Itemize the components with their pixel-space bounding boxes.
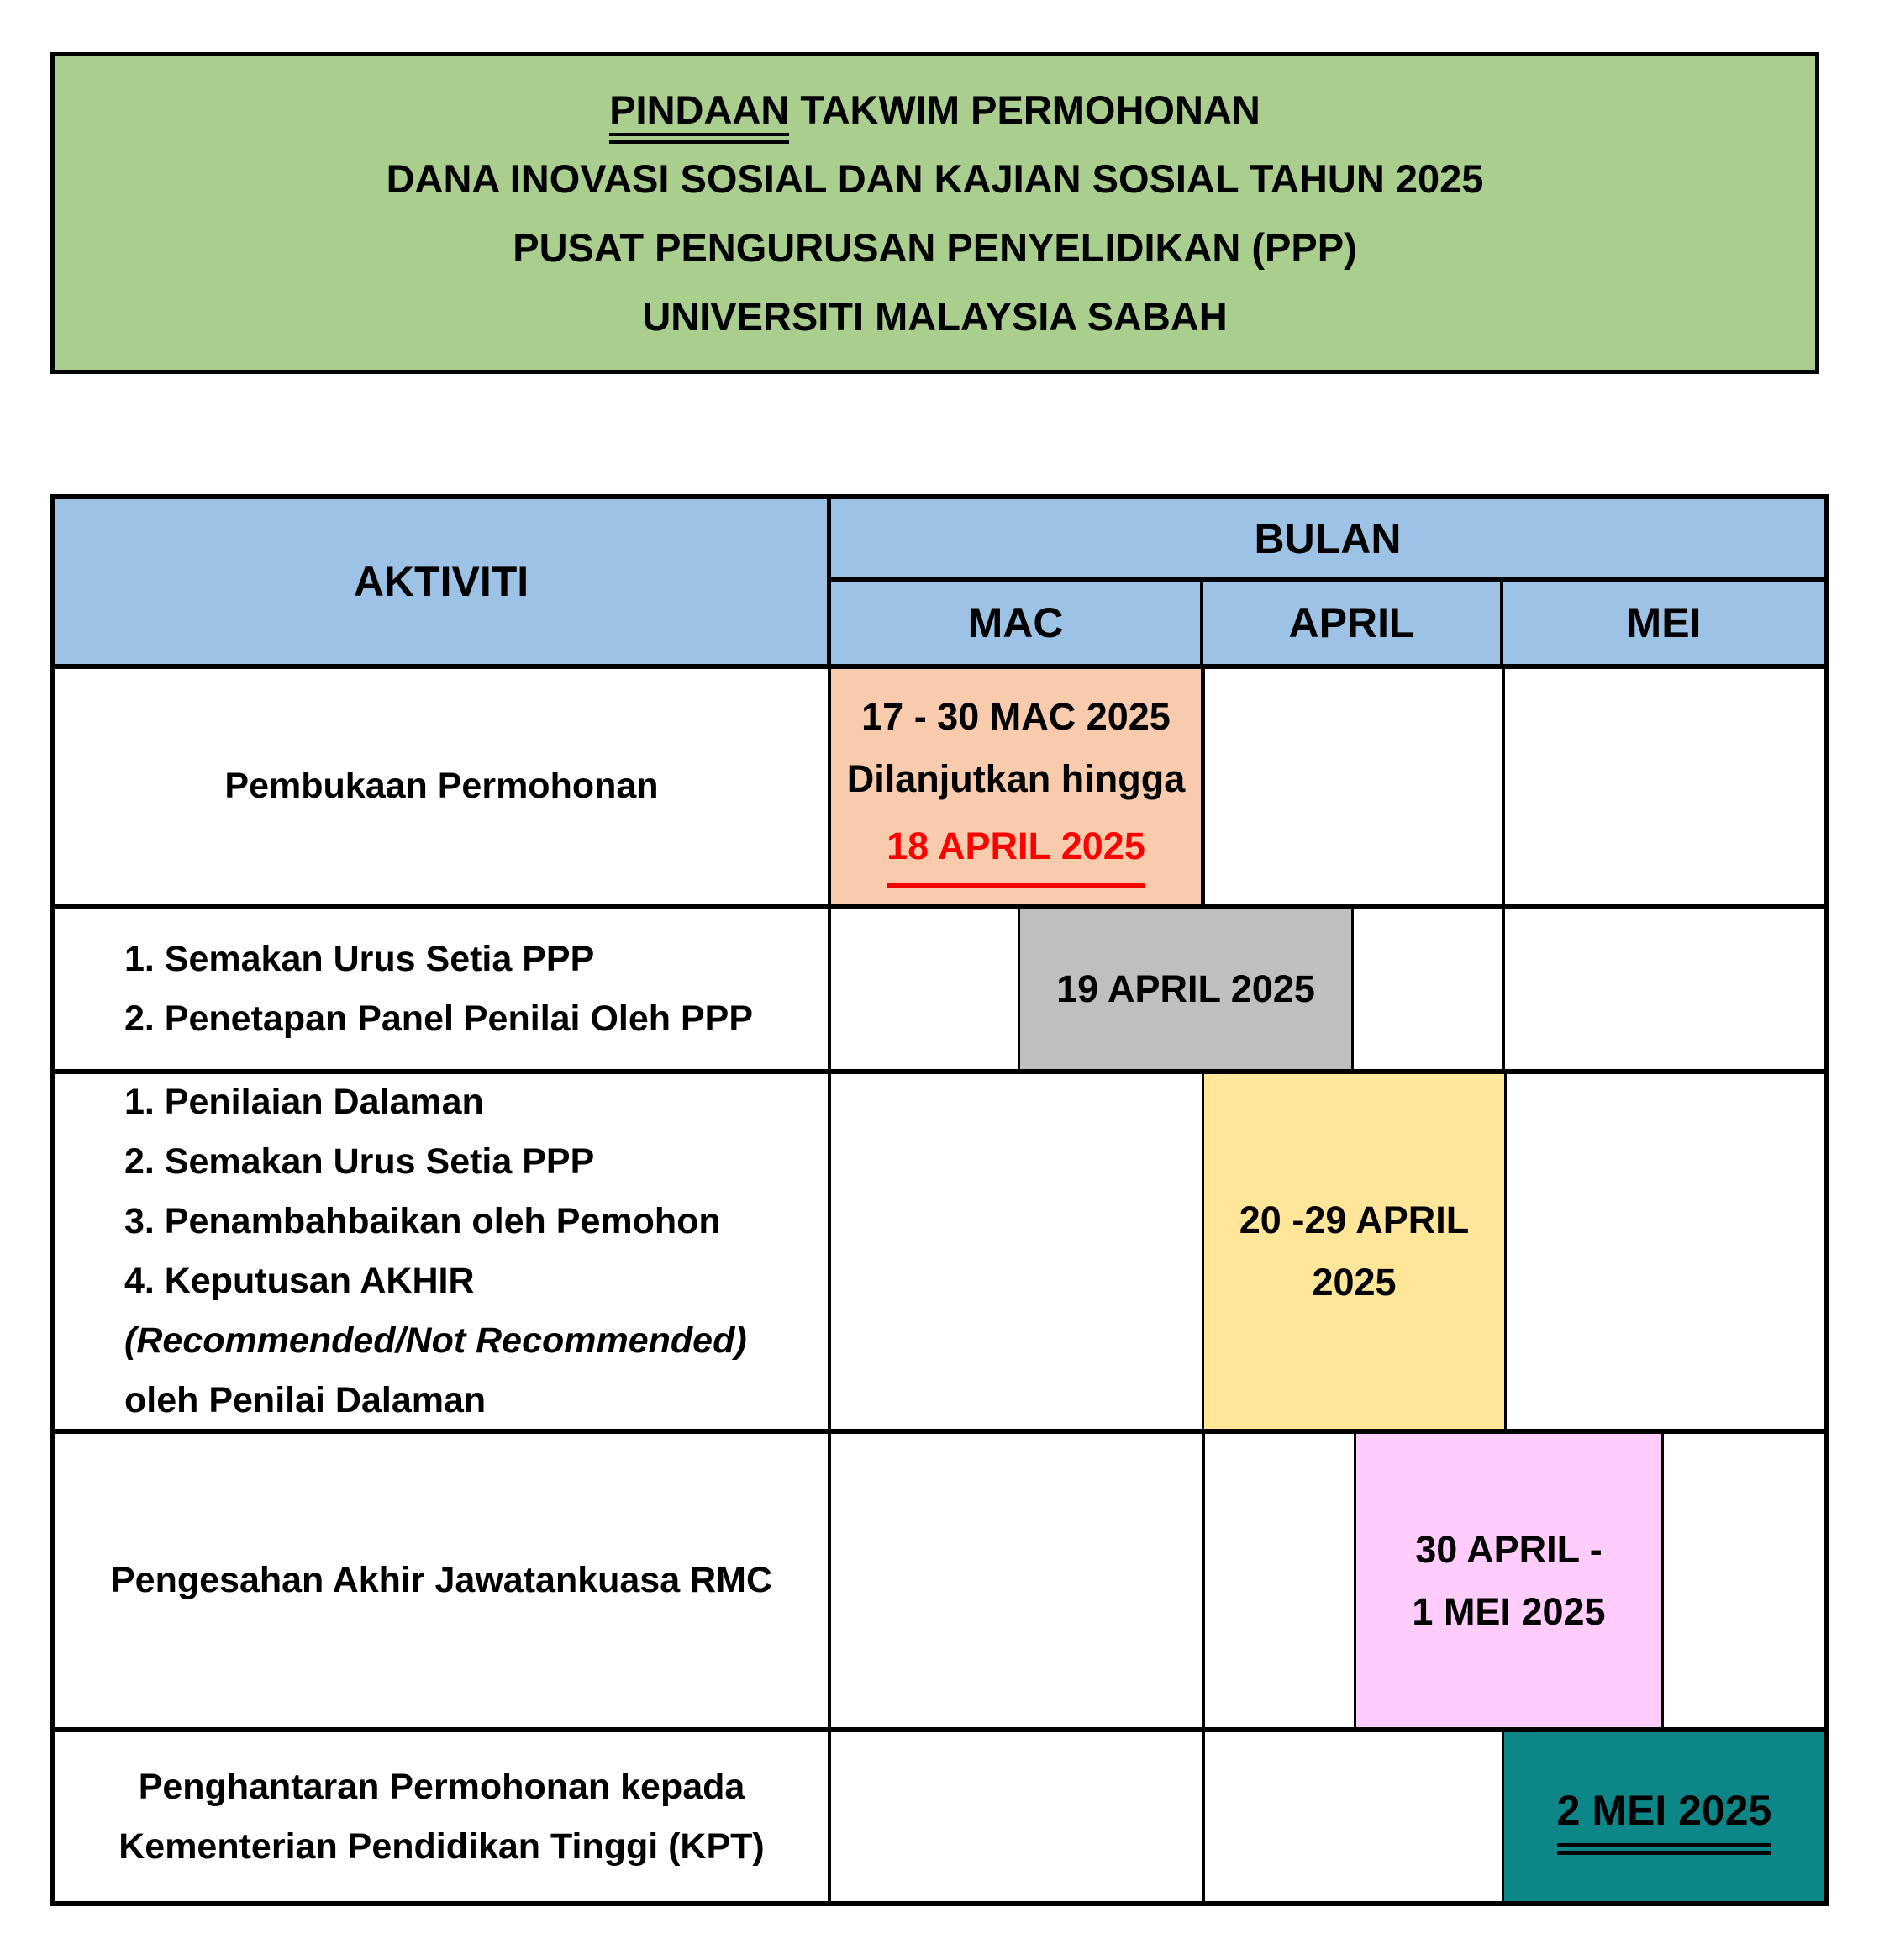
title-line-3: PUSAT PENGURUSAN PENYELIDIKAN (PPP) [513,224,1357,270]
timeline-cell-row5 [831,1732,1824,1901]
column-divider-mac-april [1202,1732,1205,1901]
title-underlined-word: PINDAAN [609,87,789,144]
gantt-bar-row2 [1018,909,1354,1069]
activity-line: Kementerian Pendidikan Tinggi (KPT) [118,1826,765,1867]
bar-date-line: 30 APRIL - [1415,1527,1602,1571]
timeline-cell-row2 [831,909,1824,1074]
bar-date-line: 2025 [1312,1261,1397,1304]
header-cell-mei: MEI [1503,582,1824,669]
activity-line: 2. Penetapan Panel Penilai Oleh PPP [124,998,754,1039]
activity-cell-row4 [55,1434,831,1732]
bar-highlight-date: 2 MEI 2025 [1557,1779,1772,1855]
activity-line: 1. Semakan Urus Setia PPP [124,938,595,979]
timeline-cell-row4 [831,1434,1824,1732]
activity-cell-row3 [55,1074,831,1434]
activity-cell-row2 [55,909,831,1074]
title-line-1-rest: TAKWIM PERMOHONAN [789,87,1260,132]
activity-line: Pembukaan Permohonan [224,766,659,806]
title-line-1 [609,76,1260,145]
column-divider-april-mei [1502,909,1505,1069]
activity-line: Pengesahan Akhir Jawatankuasa RMC [110,1560,773,1600]
title-box [50,52,1819,374]
gantt-bar-row4 [1354,1434,1664,1727]
bar-highlight-date: 18 APRIL 2025 [887,815,1145,888]
schedule-table [50,494,1829,1906]
gantt-bar-row3 [1202,1074,1507,1429]
bar-date-line: 20 -29 APRIL [1239,1199,1470,1241]
header-cell-aktiviti: AKTIVITI [55,499,831,669]
activity-cell-row5 [55,1732,831,1901]
header-cell-april: APRIL [1203,582,1503,669]
timeline-cell-row1 [831,669,1824,909]
gantt-bar-row1 [831,669,1203,904]
bar-date-line: 19 APRIL 2025 [1056,967,1315,1010]
activity-line: 1. Penilaian Dalaman [124,1082,484,1122]
title-line-4: UNIVERSITI MALAYSIA SABAH [642,293,1228,339]
header-cell-bulan: BULAN [831,499,1824,582]
bar-date-line: 1 MEI 2025 [1412,1589,1606,1633]
column-divider-mac-april [1202,1434,1205,1727]
activity-cell-row1 [55,669,831,909]
bar-date-line: 17 - 30 MAC 2025 [861,694,1171,738]
timeline-cell-row3 [831,1074,1824,1434]
header-cell-mac: MAC [831,582,1203,669]
activity-line: Penghantaran Permohonan kepada [138,1766,745,1807]
title-line-2: DANA INOVASI SOSIAL DAN KAJIAN SOSIAL TAHUN 2025 [386,155,1484,201]
activity-line: 2. Semakan Urus Setia PPP [124,1141,595,1182]
gantt-bar-row5 [1502,1732,1824,1901]
column-divider-april-mei [1502,669,1505,904]
activity-line: oleh Penilai Dalaman [124,1380,487,1420]
activity-line-italic: (Recommended/Not Recommended) [124,1320,747,1361]
bar-date-line: Dilanjutkan hingga [846,756,1186,800]
activity-line: 4. Keputusan AKHIR [124,1261,475,1301]
activity-line: 3. Penambahbaikan oleh Pemohon [124,1201,721,1241]
